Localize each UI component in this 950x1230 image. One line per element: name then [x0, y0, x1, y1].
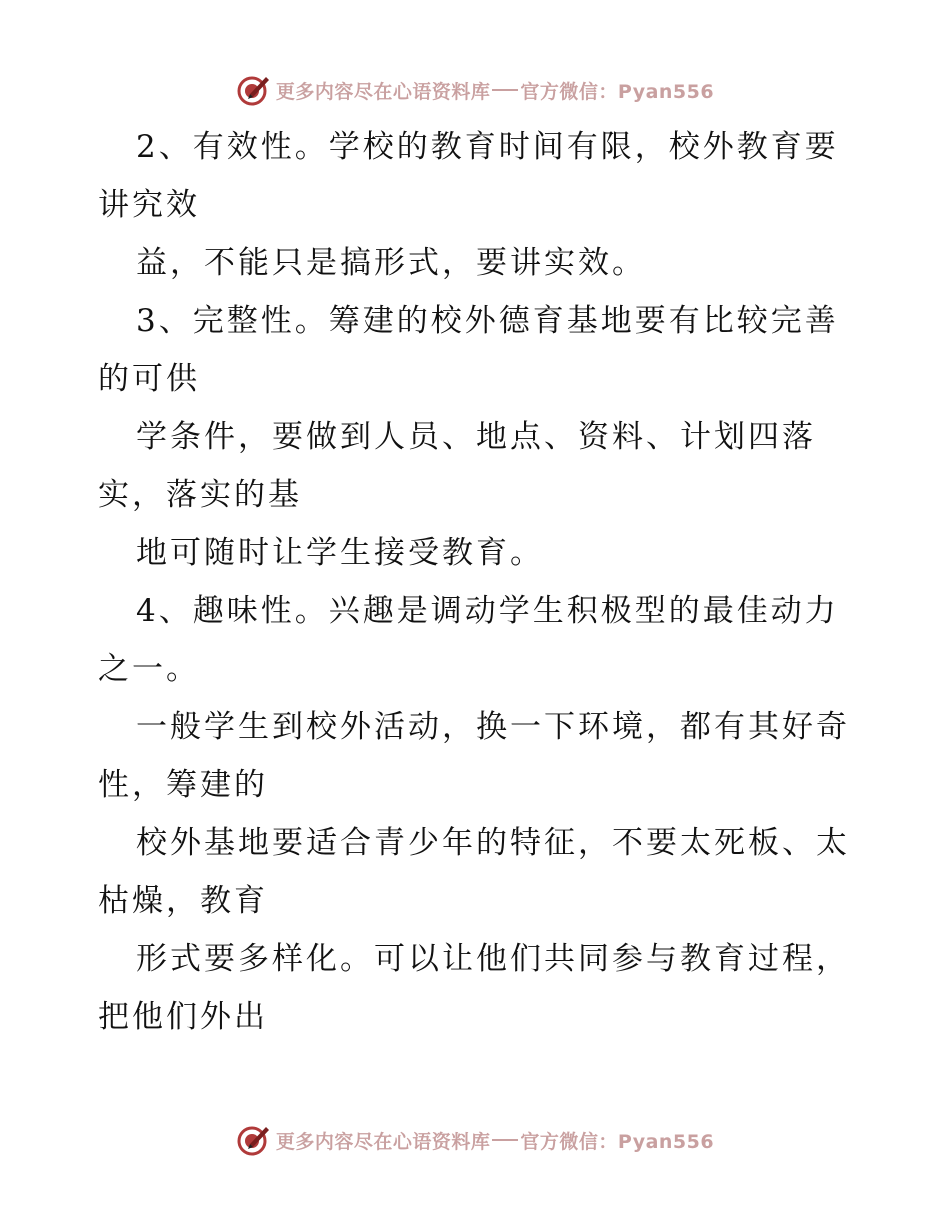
text-line: 讲究效 [98, 187, 200, 223]
document-body [98, 118, 858, 1046]
text-line: 4、趣味性。兴趣是调动学生积极型的最佳动力 [136, 593, 839, 629]
text-line: 的可供 [98, 361, 200, 397]
text-line: 实，落实的基 [98, 477, 302, 513]
banner-left-text: 更多内容尽在心语资料库 [275, 1130, 491, 1153]
text-line: 3、完整性。筹建的校外德育基地要有比较完善 [136, 303, 839, 339]
text-line: 把他们外出 [98, 999, 268, 1035]
pen-nib-logo-icon [236, 1122, 272, 1158]
text-line: 一般学生到校外活动，换一下环境，都有其好奇 [136, 709, 850, 745]
text-line: 形式要多样化。可以让他们共同参与教育过程， [136, 941, 850, 977]
text-line: 校外基地要适合青少年的特征，不要太死板、太 [136, 825, 850, 861]
text-line: 2、有效性。学校的教育时间有限，校外教育要 [136, 129, 839, 165]
text-line: 益，不能只是搞形式，要讲实效。 [136, 245, 646, 281]
header-banner [0, 68, 950, 112]
banner-right-text: 官方微信：Pyan556 [520, 80, 715, 103]
text-line: 地可随时让学生接受教育。 [136, 535, 544, 571]
banner-left-text: 更多内容尽在心语资料库 [275, 80, 491, 103]
banner-separator [492, 89, 518, 91]
text-line: 学条件，要做到人员、地点、资料、计划四落 [136, 419, 816, 455]
text-line: 枯燥，教育 [98, 883, 268, 919]
pen-nib-logo-icon [236, 72, 272, 108]
footer-banner [0, 1118, 950, 1162]
banner-right-text: 官方微信：Pyan556 [520, 1130, 715, 1153]
text-line: 性，筹建的 [98, 767, 268, 803]
text-line: 之一。 [98, 651, 200, 687]
banner-separator [492, 1139, 518, 1141]
